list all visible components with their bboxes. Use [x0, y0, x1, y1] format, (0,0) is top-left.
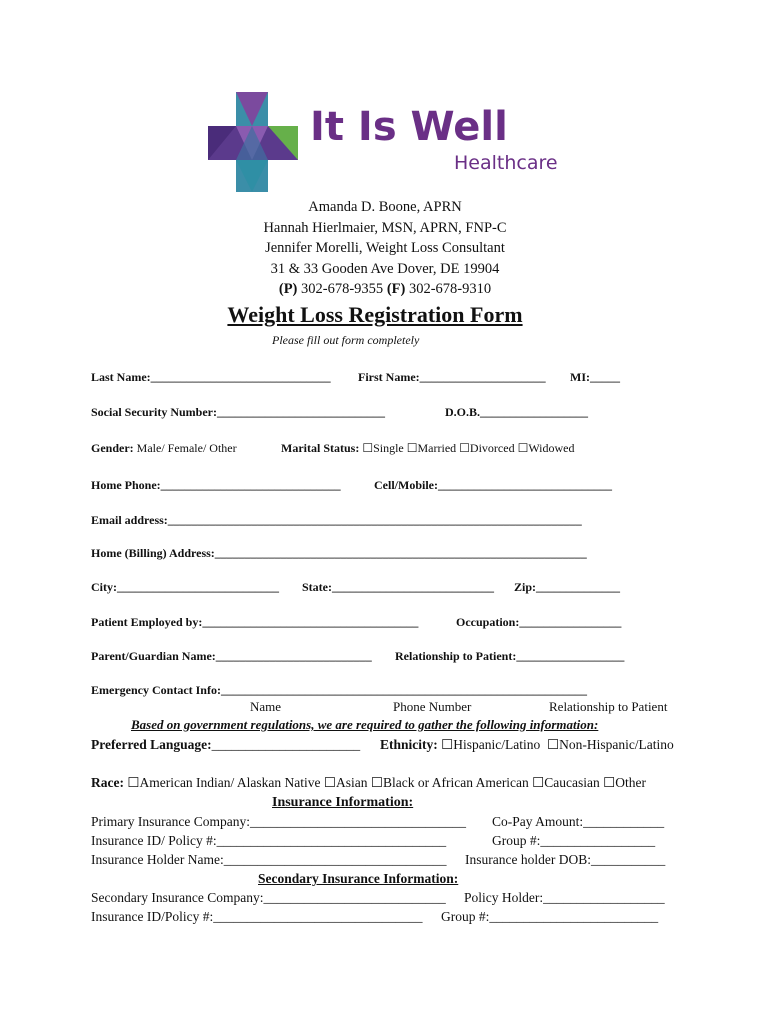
- logo-tagline: Healthcare: [454, 152, 558, 174]
- email-field[interactable]: Email address:_____________________________________________________________________: [91, 513, 582, 527]
- group-field[interactable]: Group #:_________________: [492, 833, 656, 848]
- dob-field[interactable]: D.O.B.__________________: [445, 405, 589, 419]
- form-subtitle: Please fill out form completely: [272, 333, 420, 347]
- insurance-heading: Insurance Information:: [272, 795, 414, 810]
- ssn-field[interactable]: Social Security Number:____________________________: [91, 405, 385, 419]
- logo: [208, 92, 568, 196]
- cell-field[interactable]: Cell/Mobile:_____________________________: [374, 478, 612, 492]
- government-notice: Based on government regulations, we are required to gather the following information:: [131, 717, 599, 732]
- secondary-company-field[interactable]: Secondary Insurance Company:___________________________: [91, 890, 446, 905]
- primary-company-field[interactable]: Primary Insurance Company:________________________________: [91, 814, 466, 829]
- last-name-field[interactable]: Last Name:______________________________: [91, 370, 331, 384]
- ethnicity-field[interactable]: Ethnicity: ☐Hispanic/Latino ☐Non-Hispanic/Latino: [380, 737, 674, 752]
- city-field[interactable]: City:___________________________: [91, 580, 279, 594]
- state-field[interactable]: State:___________________________: [302, 580, 494, 594]
- fax-label: (F): [386, 281, 406, 297]
- cross-logo-icon: [208, 92, 300, 192]
- guardian-field[interactable]: Parent/Guardian Name:__________________________: [91, 649, 372, 663]
- phone-number: 302-678-9355: [297, 281, 387, 297]
- first-name-field[interactable]: First Name:_____________________: [358, 370, 546, 384]
- home-address-field[interactable]: Home (Billing) Address:______________________________________________________________: [91, 546, 587, 560]
- gender-field[interactable]: Gender: Male/ Female/ Other: [91, 441, 237, 455]
- home-phone-field[interactable]: Home Phone:______________________________: [91, 478, 341, 492]
- zip-field[interactable]: Zip:______________: [514, 580, 621, 594]
- emergency-phone-caption: Phone Number: [393, 699, 472, 714]
- occupation-field[interactable]: Occupation:_________________: [456, 615, 622, 629]
- form-title: Weight Loss Registration Form: [227, 302, 523, 327]
- provider-3: Jennifer Morelli, Weight Loss Consultant: [265, 240, 505, 256]
- secondary-insurance-heading: Secondary Insurance Information:: [258, 871, 459, 886]
- mi-field[interactable]: MI:_____: [570, 370, 620, 384]
- policy-field[interactable]: Insurance ID/ Policy #:__________________________________: [91, 833, 447, 848]
- holder-name-field[interactable]: Insurance Holder Name:_________________________________: [91, 852, 447, 867]
- fax-number: 302-678-9310: [405, 281, 492, 297]
- address: 31 & 33 Gooden Ave Dover, DE 19904: [270, 261, 500, 277]
- race-field[interactable]: Race: ☐American Indian/ Alaskan Native ☐Asian ☐Black or African American ☐Caucasian ☐Other: [91, 775, 646, 790]
- marital-status-field[interactable]: Marital Status: ☐Single ☐Married ☐Divorced ☐Widowed: [281, 441, 575, 455]
- emergency-name-caption: Name: [250, 699, 282, 714]
- relationship-field[interactable]: Relationship to Patient:__________________: [395, 649, 625, 663]
- provider-2: Hannah Hierlmaier, MSN, APRN, FNP-C: [263, 220, 507, 236]
- provider-1: Amanda D. Boone, APRN: [308, 199, 462, 215]
- secondary-group-field[interactable]: Group #:_________________________: [441, 909, 659, 924]
- phone-line: [0, 281, 770, 298]
- emergency-contact-field[interactable]: Emergency Contact Info:_____________________________________________________________: [91, 683, 587, 697]
- employer-field[interactable]: Patient Employed by:____________________________________: [91, 615, 419, 629]
- phone-label: (P): [278, 281, 298, 297]
- policy-holder-field[interactable]: Policy Holder:__________________: [464, 890, 665, 905]
- language-field[interactable]: Preferred Language:______________________: [91, 737, 361, 752]
- emergency-relationship-caption: Relationship to Patient: [549, 699, 668, 714]
- copay-field[interactable]: Co-Pay Amount:____________: [492, 814, 665, 829]
- holder-dob-field[interactable]: Insurance holder DOB:___________: [465, 852, 666, 867]
- secondary-policy-field[interactable]: Insurance ID/Policy #:_______________________________: [91, 909, 423, 924]
- logo-name: It Is Well: [310, 104, 508, 150]
